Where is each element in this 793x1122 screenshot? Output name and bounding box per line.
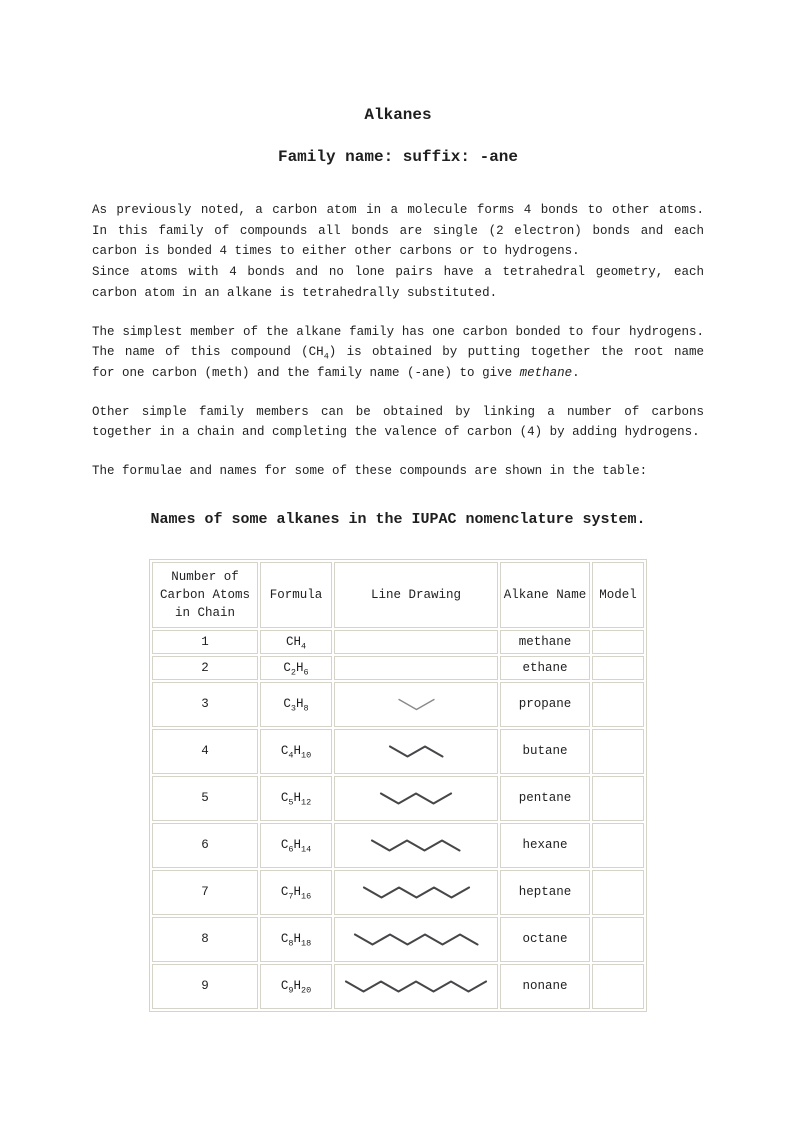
alkane-name-cell: heptane [500, 870, 590, 915]
table-row-butane [152, 729, 644, 774]
column-header-formula: Formula [260, 562, 332, 628]
line-drawing-cell [334, 964, 498, 1009]
text-line: carbon atom in an alkane is tetrahedrally substituted. [92, 285, 498, 300]
formula-subscript: 7 [288, 891, 294, 902]
formula-subscript: 2 [290, 667, 296, 678]
carbon-count-cell: 1 [152, 630, 258, 654]
formula-subscript: 9 [288, 985, 294, 996]
carbon-count-cell: 8 [152, 917, 258, 962]
model-cell [592, 870, 644, 915]
carbon-count-cell: 5 [152, 776, 258, 821]
formula-text: H [293, 885, 301, 900]
text-line: The simplest member of the alkane family has one carbon bonded to four hydrogens. [92, 324, 704, 339]
text-segment: . [572, 365, 580, 380]
formula-subscript: 6 [288, 844, 294, 855]
table-row-methane [152, 630, 644, 654]
text-line: carbon is bonded 4 times to either other carbons or to hydrogens. [92, 244, 580, 259]
carbon-count-cell: 4 [152, 729, 258, 774]
formula-subscript: 3 [290, 703, 296, 714]
formula-subscript: 16 [300, 891, 312, 902]
line-drawing-cell [334, 682, 498, 727]
alkane-name-cell: butane [500, 729, 590, 774]
text-line [92, 363, 704, 384]
formula-text: H [296, 697, 304, 712]
formula-cell [260, 917, 332, 962]
text-segment: ) is obtained by putting together the root name [328, 345, 704, 360]
intro-paragraph-1 [92, 200, 704, 304]
line-drawing-cell [334, 776, 498, 821]
formula-subscript: 4 [323, 351, 329, 362]
carbon-count-cell: 3 [152, 682, 258, 727]
line-drawing-cell [334, 630, 498, 654]
formula-cell [260, 776, 332, 821]
formula-text: H [293, 979, 301, 994]
formula-cell [260, 870, 332, 915]
zigzag-line-drawing [370, 837, 462, 854]
formula-subscript: 8 [303, 703, 309, 714]
text-line: The formulae and names for some of these compounds are shown in the table: [92, 464, 648, 479]
column-header-model: Model [592, 562, 644, 628]
carbon-count-cell: 7 [152, 870, 258, 915]
formula-subscript: 18 [300, 938, 312, 949]
alkane-name-cell: ethane [500, 656, 590, 680]
formula-subscript: 5 [288, 797, 294, 808]
formula-subscript: 8 [288, 938, 294, 949]
zigzag-line-drawing [397, 696, 436, 713]
formula-cell [260, 823, 332, 868]
formula-subscript: 6 [303, 667, 309, 678]
table-row-pentane [152, 776, 644, 821]
alkane-name-cell: nonane [500, 964, 590, 1009]
formula-text: C [280, 791, 289, 806]
table-row-nonane [152, 964, 644, 1009]
formula-text: H [293, 932, 301, 947]
text-line: Since atoms with 4 bonds and no lone pairs have a tetrahedral geometry, each [92, 265, 704, 280]
formula-text: CH [285, 634, 301, 649]
formula-cell [260, 682, 332, 727]
model-cell [592, 682, 644, 727]
formula-text: C [283, 660, 291, 675]
formula-cell [260, 964, 332, 1009]
table-row-propane [152, 682, 644, 727]
zigzag-line-drawing [362, 884, 471, 901]
carbon-count-cell: 2 [152, 656, 258, 680]
carbon-count-cell: 6 [152, 823, 258, 868]
text-line: together in a chain and completing the valence of carbon (4) by adding hydrogens. [92, 425, 700, 440]
text-line: As previously noted, a carbon atom in a molecule forms 4 bonds to other atoms. [92, 203, 704, 217]
line-drawing-cell [334, 823, 498, 868]
alkane-name-cell: octane [500, 917, 590, 962]
table-header-row [152, 562, 644, 628]
intro-paragraph-4 [92, 461, 704, 482]
table-row-ethane [152, 656, 644, 680]
formula-text: C [280, 744, 289, 759]
intro-paragraph-2 [92, 322, 704, 384]
text-line: Other simple family members can be obtained by linking a number of carbons [92, 404, 704, 419]
text-line: In this family of compounds all bonds are single (2 electron) bonds and each [92, 223, 704, 238]
model-cell [592, 964, 644, 1009]
alkane-name-cell: methane [500, 630, 590, 654]
model-cell [592, 729, 644, 774]
formula-text: C [280, 932, 289, 947]
model-cell [592, 776, 644, 821]
line-drawing-cell [334, 917, 498, 962]
formula-text: C [280, 838, 289, 853]
formula-subscript: 20 [300, 985, 312, 996]
formula-text: C [283, 697, 291, 712]
formula-cell [260, 729, 332, 774]
table-caption: Names of some alkanes in the IUPAC nomenclature system. [150, 510, 646, 528]
page-title: Alkanes [364, 106, 432, 124]
zigzag-line-drawing [388, 743, 445, 760]
line-drawing-cell [334, 656, 498, 680]
column-header-carbon-count: Number of Carbon Atoms in Chain [152, 562, 258, 628]
text-segment: for one carbon (meth) and the family name (-ane) to give [92, 365, 520, 380]
formula-subscript: 10 [300, 750, 312, 761]
text-line [92, 342, 704, 363]
alkanes-table [149, 559, 647, 1012]
formula-text: C [280, 885, 289, 900]
zigzag-line-drawing [344, 978, 488, 995]
document-content [92, 104, 704, 1012]
formula-text: H [293, 744, 301, 759]
model-cell [592, 630, 644, 654]
table-row-octane [152, 917, 644, 962]
formula-subscript: 12 [300, 797, 312, 808]
intro-paragraph-3 [92, 402, 704, 443]
model-cell [592, 823, 644, 868]
alkane-name-cell: propane [500, 682, 590, 727]
table-row-heptane [152, 870, 644, 915]
carbon-count-cell: 9 [152, 964, 258, 1009]
model-cell [592, 917, 644, 962]
formula-subscript: 4 [288, 750, 294, 761]
zigzag-line-drawing [353, 931, 480, 948]
column-header-line-drawing: Line Drawing [334, 562, 498, 628]
formula-subscript: 14 [300, 844, 312, 855]
formula-text: H [293, 838, 301, 853]
formula-text: H [296, 660, 304, 675]
column-header-alkane-name: Alkane Name [500, 562, 590, 628]
formula-text: C [280, 979, 289, 994]
formula-text: H [293, 791, 301, 806]
formula-cell [260, 656, 332, 680]
page-subtitle: Family name: suffix: -ane [277, 148, 519, 166]
alkane-name-cell: hexane [500, 823, 590, 868]
line-drawing-cell [334, 729, 498, 774]
table-row-hexane [152, 823, 644, 868]
emphasized-term: methane [519, 365, 573, 380]
alkane-name-cell: pentane [500, 776, 590, 821]
model-cell [592, 656, 644, 680]
zigzag-line-drawing [379, 790, 453, 807]
line-drawing-cell [334, 870, 498, 915]
formula-cell [260, 630, 332, 654]
text-segment: The name of this compound (CH [92, 345, 324, 360]
formula-subscript: 4 [300, 641, 307, 652]
